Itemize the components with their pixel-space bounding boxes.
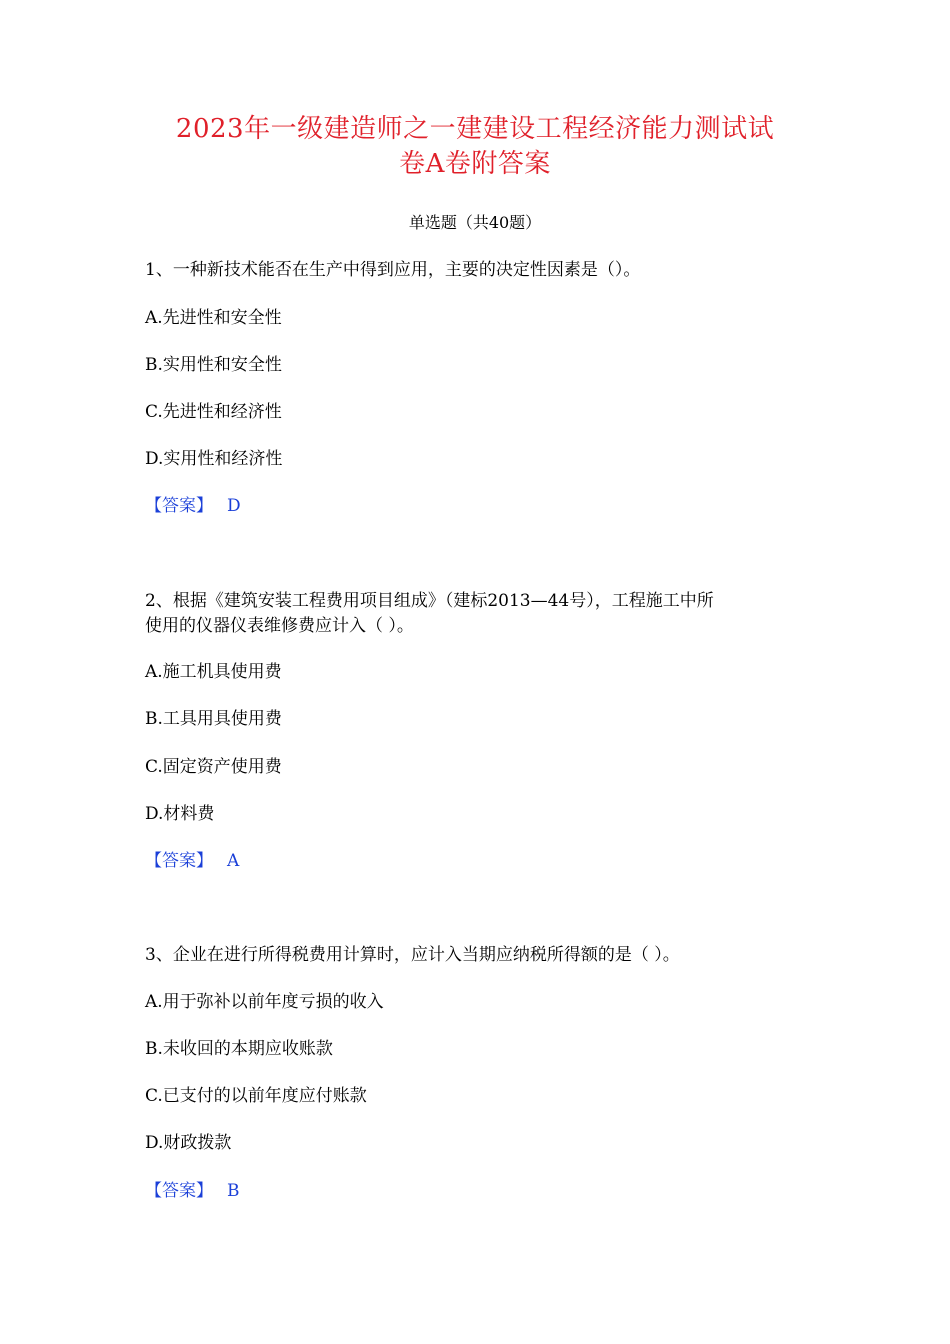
question-3-option-d: D.财政拨款 (145, 1133, 232, 1153)
question-3-stem: 3、企业在进行所得税费用计算时，应计入当期应纳税所得额的是（ ）。 (145, 945, 680, 965)
answer-label: 【答案】 (145, 496, 213, 516)
question-2-answer (145, 849, 239, 873)
answer-value: A (227, 851, 240, 871)
question-2-option-b: B.工具用具使用费 (145, 709, 282, 729)
question-1-stem: 1、一种新技术能否在生产中得到应用，主要的决定性因素是（）。 (145, 260, 641, 280)
question-2-option-c: C.固定资产使用费 (145, 757, 282, 777)
answer-label: 【答案】 (145, 851, 213, 871)
question-1-option-c: C.先进性和经济性 (145, 402, 282, 422)
question-3-answer (145, 1179, 240, 1203)
question-3-option-a: A.用于弥补以前年度亏损的收入 (145, 992, 384, 1012)
answer-label: 【答案】 (145, 1181, 213, 1201)
section-heading: 单选题（共40题） (408, 213, 542, 232)
question-1-answer (145, 494, 241, 518)
question-1-option-d: D.实用性和经济性 (145, 449, 283, 469)
document-title-line-1: 2023年一级建造师之一建建设工程经济能力测试试 (175, 114, 775, 144)
question-3-option-c: C.已支付的以前年度应付账款 (145, 1086, 367, 1106)
question-3-option-b: B.未收回的本期应收账款 (145, 1039, 333, 1059)
question-2-stem-line-1: 2、根据《建筑安装工程费用项目组成》（建标2013—44号），工程施工中所 (145, 591, 714, 611)
question-2-option-a: A.施工机具使用费 (145, 662, 282, 682)
question-1-option-b: B.实用性和安全性 (145, 355, 282, 375)
answer-value: B (227, 1181, 240, 1201)
answer-value: D (227, 496, 241, 516)
question-2-option-d: D.材料费 (145, 804, 215, 824)
question-2-stem-line-2: 使用的仪器仪表维修费应计入（ ）。 (145, 616, 414, 636)
question-1-option-a: A.先进性和安全性 (145, 308, 282, 328)
document-title-line-2: 卷A卷附答案 (399, 149, 551, 179)
